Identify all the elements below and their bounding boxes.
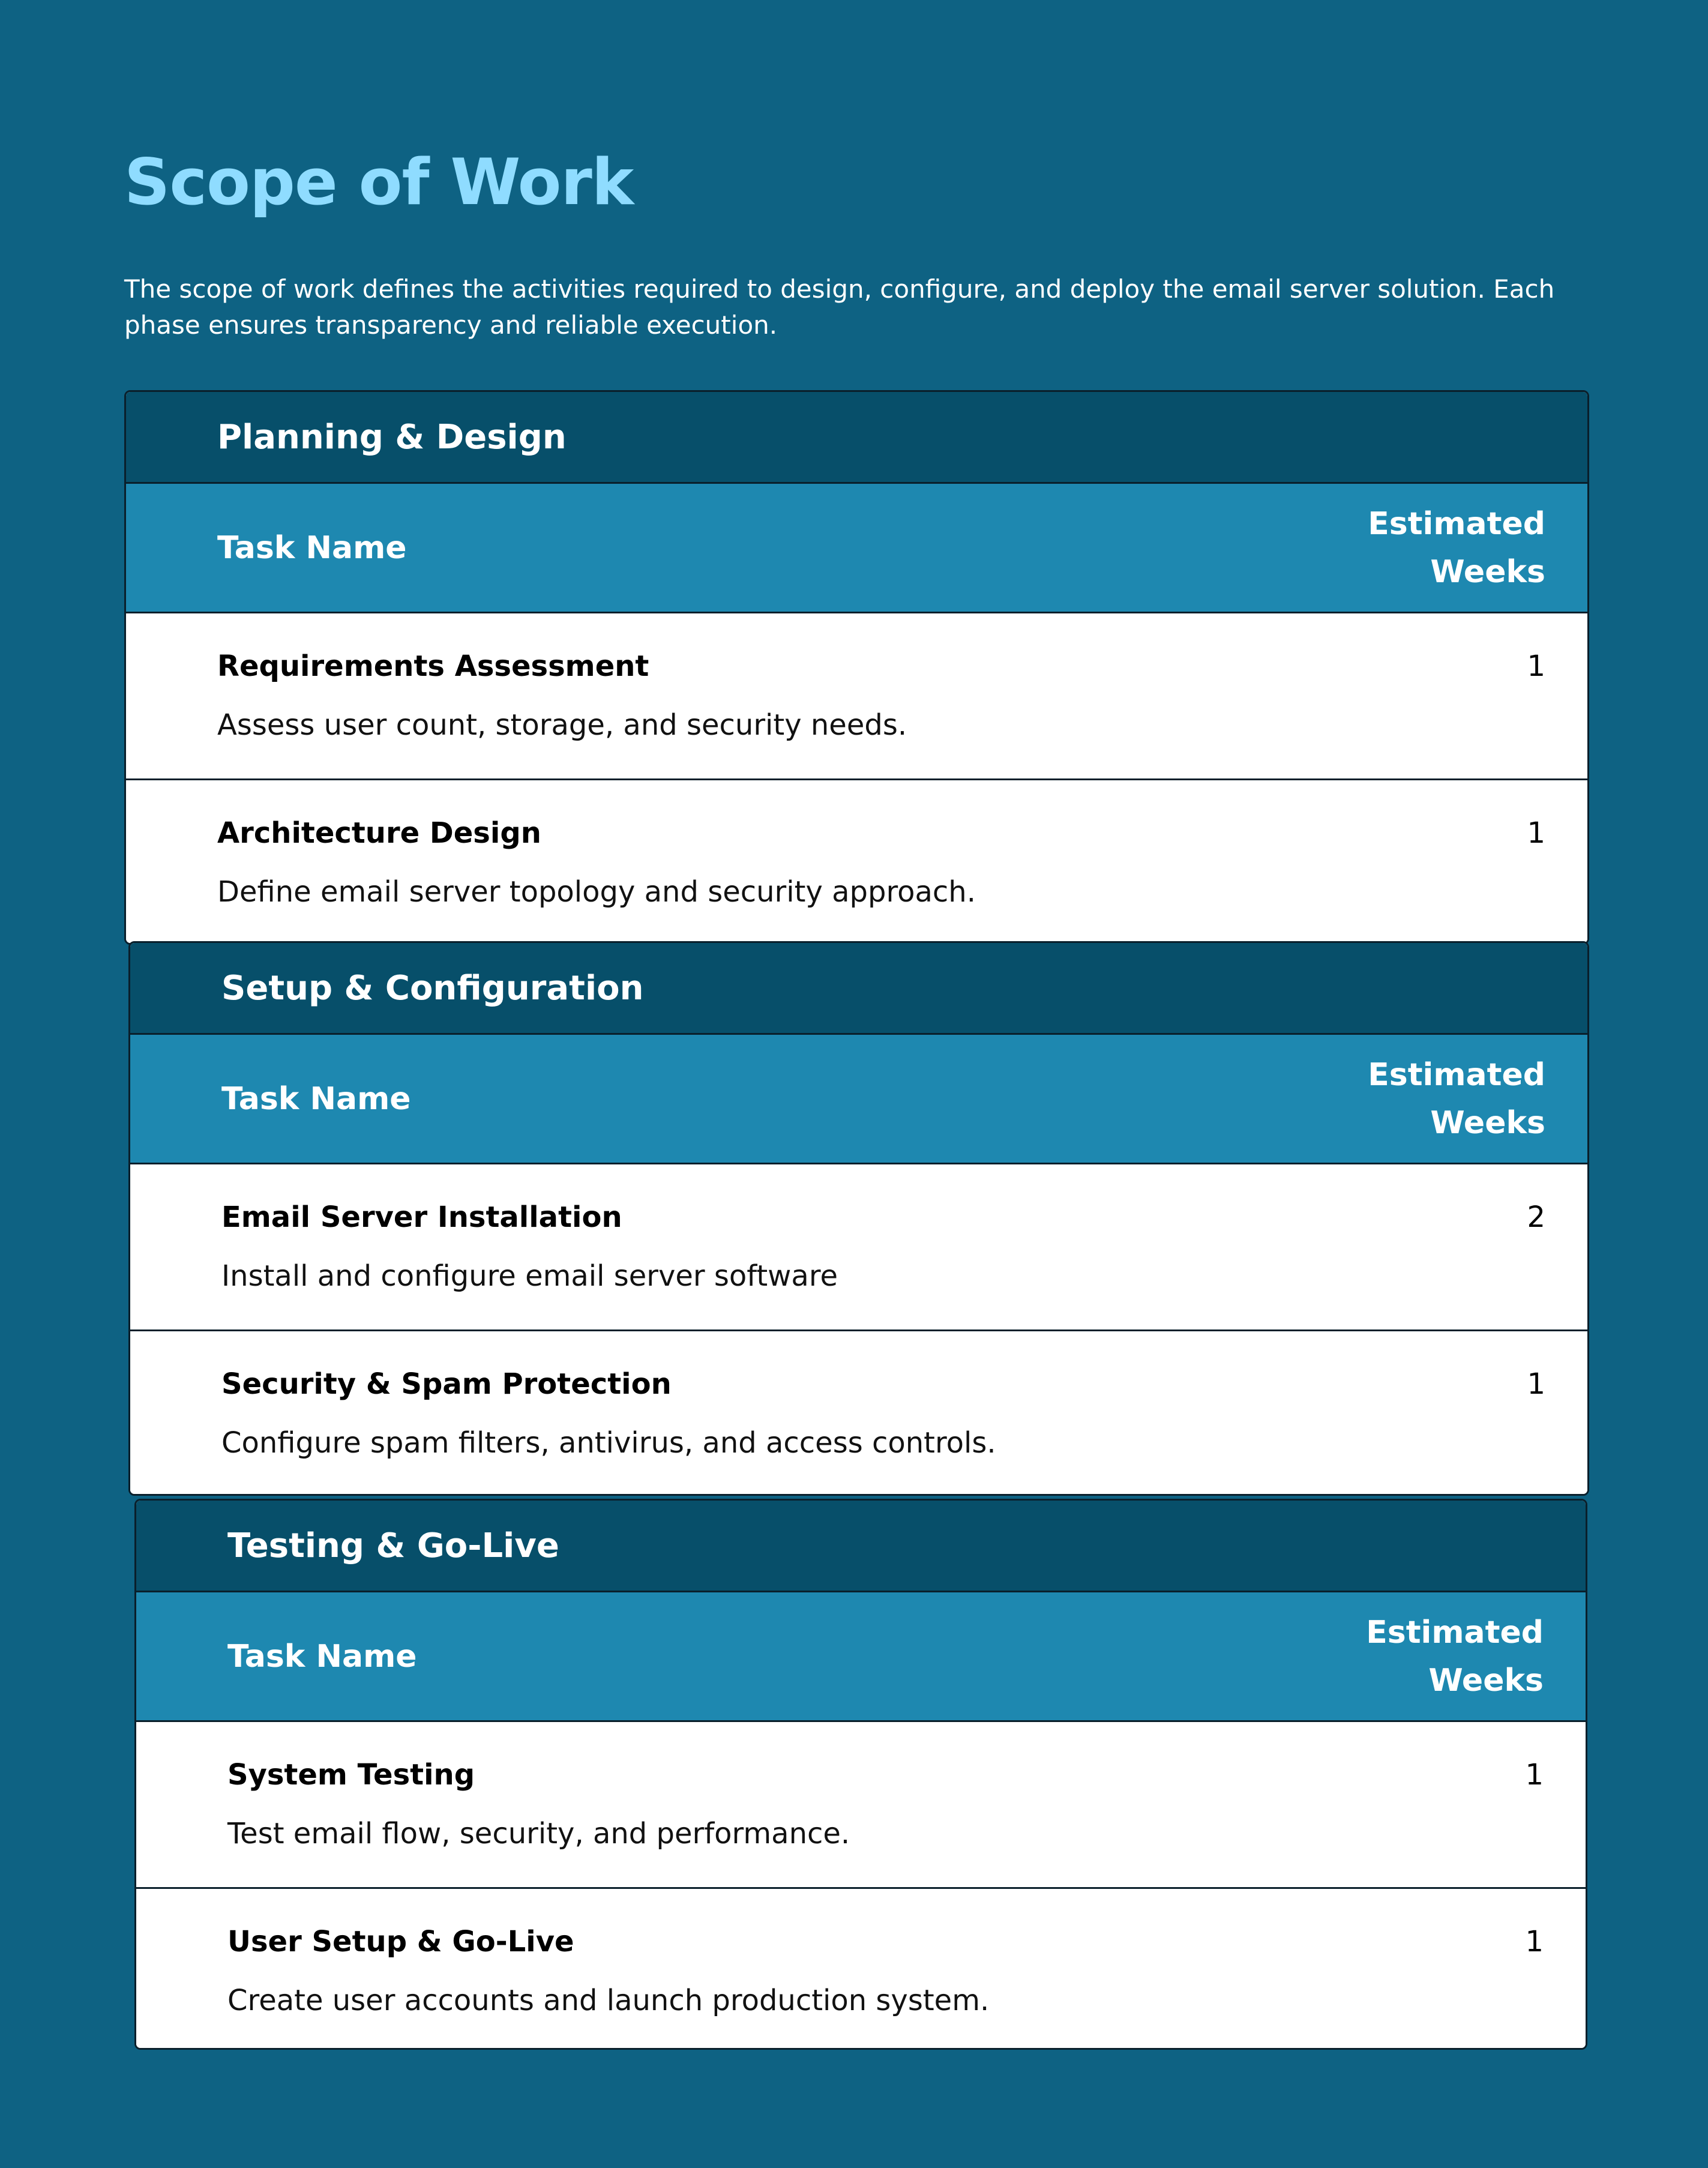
task-name-column-header: Task Name [217,529,407,566]
task-weeks: 1 [1527,816,1545,850]
table-row [136,1887,1586,2050]
estimated-weeks-column-header: Estimated Weeks [1368,1056,1545,1141]
column-header-row [136,1592,1586,1722]
intro-paragraph: The scope of work defines the activities required to design, configure, and deploy the email server solution. Each phase ensures transparency and reliable execution. [124,274,1555,340]
table-row [130,1329,1587,1495]
phase-table-planning [124,390,1589,945]
task-weeks: 1 [1525,1758,1544,1792]
task-description: Create user accounts and launch production system. [227,1983,990,2017]
task-description: Configure spam filters, antivirus, and access controls. [221,1426,996,1460]
phase-table-setup [128,941,1589,1496]
phase-header [136,1501,1586,1592]
phase-table-testing [134,1499,1587,2050]
column-header-row [126,484,1587,613]
task-name: Architecture Design [217,816,541,850]
estimated-weeks-column-header: Estimated Weeks [1366,1614,1544,1699]
task-name: Security & Spam Protection [221,1367,672,1401]
task-weeks: 1 [1525,1925,1544,1959]
table-row [136,1722,1586,1887]
task-description: Define email server topology and security approach. [217,875,976,909]
task-description: Test email flow, security, and performance. [227,1816,850,1850]
page-title: Scope of Work [124,145,634,219]
table-row [126,778,1587,944]
column-header-row [130,1035,1587,1164]
task-name: User Setup & Go-Live [227,1925,574,1959]
task-description: Assess user count, storage, and security needs. [217,708,907,742]
task-name: Requirements Assessment [217,649,649,683]
task-name: System Testing [227,1758,475,1792]
table-row [126,613,1587,778]
task-description: Install and configure email server software [221,1259,838,1293]
phase-title: Testing & Go-Live [227,1526,559,1565]
task-name: Email Server Installation [221,1200,622,1234]
task-weeks: 1 [1527,1367,1545,1401]
phase-header [130,943,1587,1035]
estimated-weeks-column-header: Estimated Weeks [1368,505,1545,590]
table-row [130,1164,1587,1329]
task-weeks: 1 [1527,649,1545,683]
phase-header [126,392,1587,484]
task-name-column-header: Task Name [221,1080,411,1117]
phase-title: Setup & Configuration [221,968,644,1008]
phase-title: Planning & Design [217,417,567,457]
task-name-column-header: Task Name [227,1638,417,1675]
task-weeks: 2 [1527,1200,1545,1234]
